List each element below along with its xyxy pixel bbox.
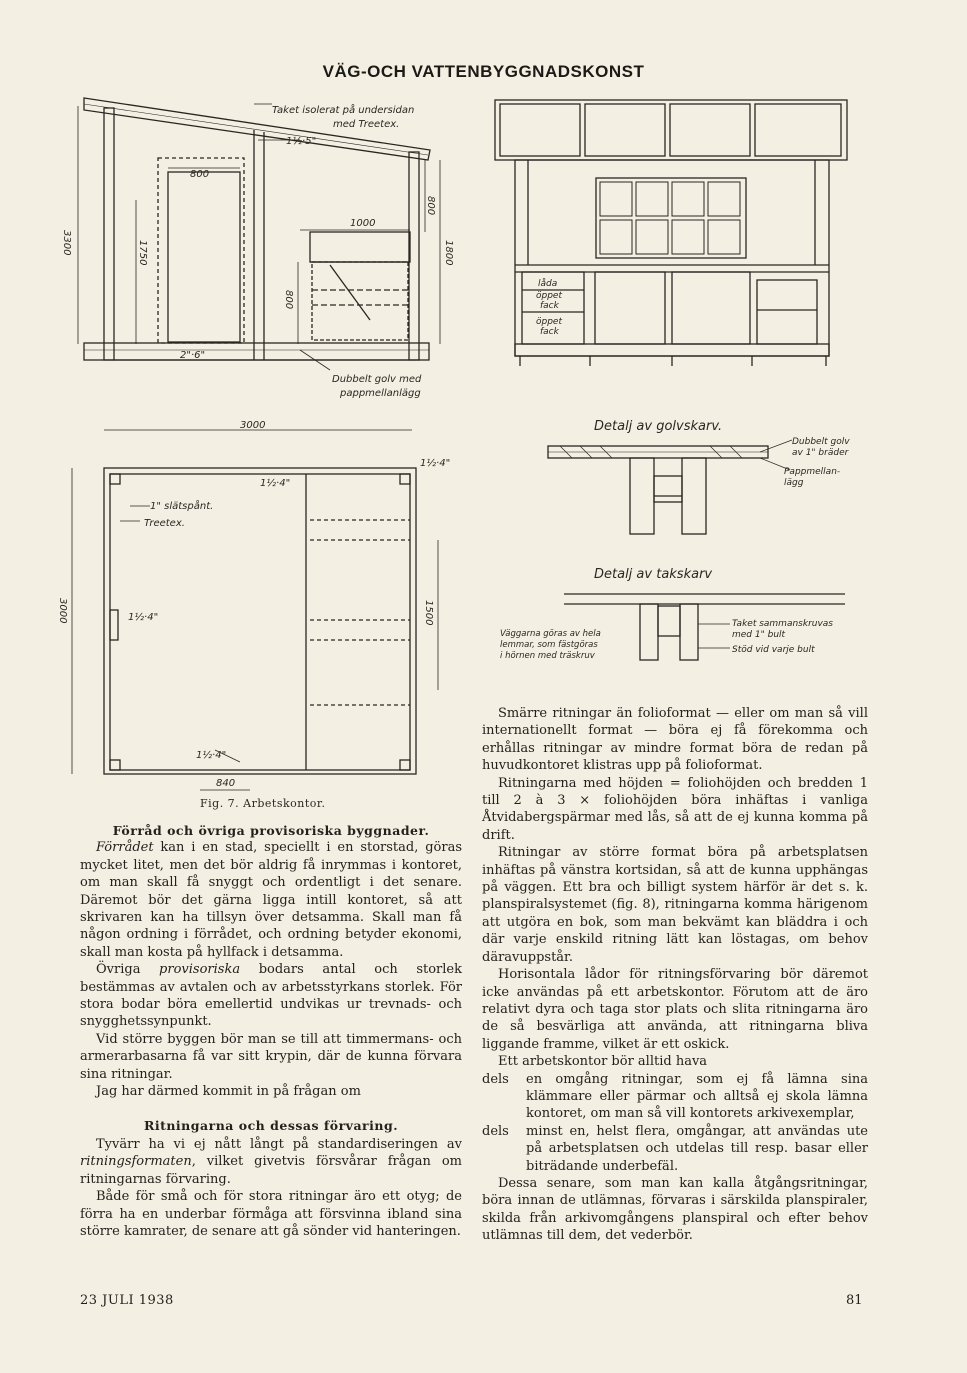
emphasis: ritningsformaten [80, 1154, 192, 1170]
left-text-column [80, 822, 462, 1240]
paragraph: Horisontala lådor för ritningsförvaring bör däremot icke användas på ett arbetskontor. Förutom att de äro relativt dyra och taga stor plats och slita ritningarna äro de så besvärliga att använda, att ritningarna bliva liggande framme, vilket är ett oskick. [482, 967, 868, 1052]
dim-800-top: 800 [190, 169, 210, 180]
wall-note-l2: lemmar, som fästgöras [500, 640, 598, 650]
plan-840: 840 [216, 778, 236, 789]
detail-floor-title: Detalj av golvskarv. [594, 419, 723, 434]
text: , vilket givetvis försvårar frågan om ritningarnas förvaring. [80, 1154, 462, 1187]
roof-note-line1: Taket isolerat på undersidan [272, 105, 415, 116]
figure-caption: Fig. 7. Arbetskontor. [200, 797, 326, 810]
section-heading-drawings: Ritningarna och dessas förvaring. [143, 1117, 399, 1133]
section-heading-storage: Förråd och övriga provisoriska byggnader. [112, 823, 430, 838]
plan-3000-top: 3000 [240, 420, 266, 431]
emphasis: Förrådet [96, 840, 154, 856]
plan-treetex: Treetex. [144, 518, 185, 529]
dim-3300: 3300 [61, 230, 72, 256]
detail-floor-note3: Pappmellan- [784, 467, 841, 477]
box-oppet-1-l2: fack [540, 301, 559, 311]
side-section-view [78, 98, 440, 370]
dim-1800: 1800 [443, 240, 454, 266]
text: kan i en stad, speciellt i en storstad, göras mycket litet, men det bör aldrig få inrymmas i kontoret, om man skall få snyggt och ordentligt i det senare. Däremot bör det gärna ligga intill kontoret, så att skrivaren kan ha tillsyn över detsamma. Skall man få någon ordning i förrådet, och ordning betyder ekonomi, skall man kosta på hyllfack i detsamma. [80, 840, 462, 960]
dim-1000: 1000 [350, 218, 376, 229]
roof-note-line2: med Treetex. [333, 119, 400, 130]
paragraph: Ritningarna med höjden = foliohöjden och bredden 1 till 2 à 3 × foliohöjden böra inhäftas i vanliga Åtvidabergspärmar med lås, så att de ej kunna komma på drift. [482, 775, 868, 843]
box-oppet-1-l1: öppet [536, 291, 562, 301]
list-item-label: dels [482, 1071, 509, 1087]
plan-1-5-4-b: 1½·4" [260, 478, 291, 489]
list-item-text: minst en, helst flera, omgångar, att användas ute på arbetsplatsen och utdelas till resp. basar eller biträdande underbefäl. [526, 1123, 868, 1174]
floor-note-line1: Dubbelt golv med [332, 374, 422, 385]
paragraph: Ett arbetskontor bör alltid hava [498, 1054, 708, 1070]
paragraph: Jag har därmed kommit in på frågan om [96, 1084, 361, 1100]
roof-bolt-l2: med 1" bult [732, 630, 786, 640]
floor-joint-detail [548, 440, 792, 534]
box-lada: låda [538, 279, 558, 289]
box-oppet-2-l2: fack [540, 327, 559, 337]
paragraph: Vid större byggen bör man se till att timmermans- och armerarbasarna få var sitt krypin, där de kunna förvara sina ritningar. [80, 1031, 462, 1082]
paragraph [80, 1136, 462, 1188]
detail-floor-note1: Dubbelt golv [792, 437, 850, 447]
right-text-column [482, 705, 868, 1245]
plan-1-5-4: 1½·4" [420, 458, 451, 469]
plan-1-5-4-c: 1½·4" [128, 612, 159, 623]
page-header-title: VÄG-OCH VATTENBYGGNADSKONST [322, 62, 645, 81]
detail-floor-note4: lägg [784, 478, 804, 488]
dim-1750: 1750 [137, 240, 148, 266]
wall-note-l3: i hörnen med träskruv [500, 651, 595, 661]
paragraph: Dessa senare, som man kan kalla åtgångsritningar, böra innan de utlämnas, förvaras i särskilda planspiraler, skilda från arkivomgångens planspiral och efter behov utlämnas till dem, det vederbör. [482, 1175, 868, 1244]
text: Tyvärr ha vi ej nått långt på standardiseringen av [96, 1136, 462, 1152]
detail-roof-title: Detalj av takskarv [594, 567, 713, 582]
dim-2-6: 2"·6" [180, 350, 206, 361]
plan-3000-side: 3000 [57, 598, 68, 624]
list-item-text: en omgång ritningar, som ej få lämna sina klämmare eller pärmar och alltså ej skola lämna kontoret, om man så vill kontorets arkivexemplar, [526, 1071, 868, 1122]
support-bolt: Stöd vid varje bult [732, 645, 815, 655]
dim-roof: 1½·5" [286, 136, 317, 147]
page-number: 81 [846, 1293, 863, 1308]
list-item [482, 1123, 868, 1175]
paragraph: Smärre ritningar än folioformat — eller om man så vill internationellt format — böra ej få förekomma och erhållas ritningar av mindre format böra de redan på huvudkontoret klistras upp på folioformat. [482, 706, 868, 774]
plan-1500: 1500 [423, 600, 434, 626]
paragraph: Både för små och för stora ritningar äro ett otyg; de förra ha en underbar förmåga att försvinna ibland sina större kamrater, de senare att gå sönder vid hanteringen. [80, 1189, 462, 1239]
plan-slatspant: 1" slätspånt. [150, 501, 214, 512]
detail-floor-note2: av 1" bräder [792, 448, 849, 458]
paragraph [80, 961, 462, 1031]
dim-800-lower: 800 [283, 290, 294, 310]
floor-note-line2: pappmellanlägg [340, 388, 421, 399]
wall-note-l1: Väggarna göras av hela [500, 629, 601, 639]
plan-1-5-4-d: 1½·4" [196, 750, 227, 761]
paragraph: Ritningar av större format böra på arbetsplatsen inhäftas på vänstra kortsidan, så att de kunna upphängas på väggen. Ett bra och billigt system härför är det s. k. planspiralsystemet (fig. 8), ritningarna komma härigenom att utgöra en bok, som man bekvämt kan bläddra i och där varje enskild ritning lätt kan löstagas, om behov däravuppstår. [482, 845, 868, 965]
emphasis: provisoriska [159, 962, 241, 978]
list-item [482, 1071, 868, 1123]
paragraph [80, 839, 462, 961]
plan-view [72, 430, 438, 790]
roof-bolt-l1: Taket sammanskruvas [732, 619, 833, 629]
dim-800-right: 800 [425, 196, 436, 216]
list-item-label: dels [482, 1123, 509, 1139]
footer-date: 23 JULI 1938 [80, 1293, 174, 1308]
text: Övriga [96, 962, 160, 978]
box-oppet-2-l1: öppet [536, 317, 562, 327]
text: bodars antal och storlek bestämmas av avtalen och av arbetsstyrkans storlek. För stora bodar böra emellertid undvikas ur trevnads- och snygghetssynpunkt. [80, 962, 462, 1030]
